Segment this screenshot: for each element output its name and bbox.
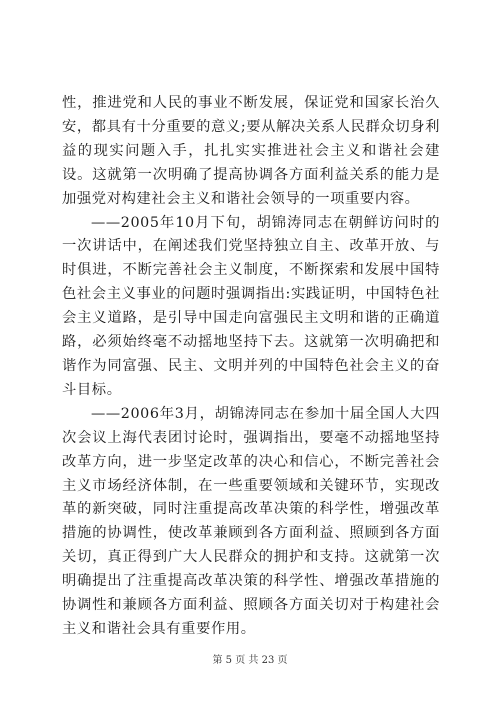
paragraph-2005: ——2005年10月下旬，胡锦涛同志在朝鲜访问时的一次讲话中，在阐述我们党坚持独立自主、改革开放、与时俱进，不断完善社会主义制度，不断探索和发展中国特色社会主义事业的问题时强调指出:实践证明，中国特色社会主义道路，是引导中国走向富强民主文明和谐的正确道路，必须始终毫不动摇地坚持下去。这就第一次明确把和谐作为同富强、民主、文明并列的中国特色社会主义的奋斗目标。 <box>62 214 440 398</box>
document-body <box>62 92 440 642</box>
paragraph-continued: 性，推进党和人民的事业不断发展，保证党和国家长治久安，都具有十分重要的意义;要从解决关系人民群众切身利益的现实问题入手，扎扎实实推进社会主义和谐社会建设。这就第一次明确了提高协调各方面利益关系的能力是加强党对构建社会主义和谐社会领导的一项重要内容。 <box>62 95 440 207</box>
paragraph-2006: ——2006年3月，胡锦涛同志在参加十届全国人大四次会议上海代表团讨论时，强调指出，要毫不动摇地坚持改革方向，进一步坚定改革的决心和信心，不断完善社会主义市场经济体制，在一些重要领域和关键环节，实现改革的新突破，同时注重提高改革决策的科学性，增强改革措施的协调性，使改革兼顾到各方面利益、照顾到各方面关切，真正得到广大人民群众的拥护和支持。这就第一次明确提出了注重提高改革决策的科学性、增强改革措施的协调性和兼顾各方面利益、照顾各方面关切对于构建社会主义和谐社会具有重要作用。 <box>62 405 440 637</box>
page-footer: 第 5 页 共 23 页 <box>212 655 288 666</box>
